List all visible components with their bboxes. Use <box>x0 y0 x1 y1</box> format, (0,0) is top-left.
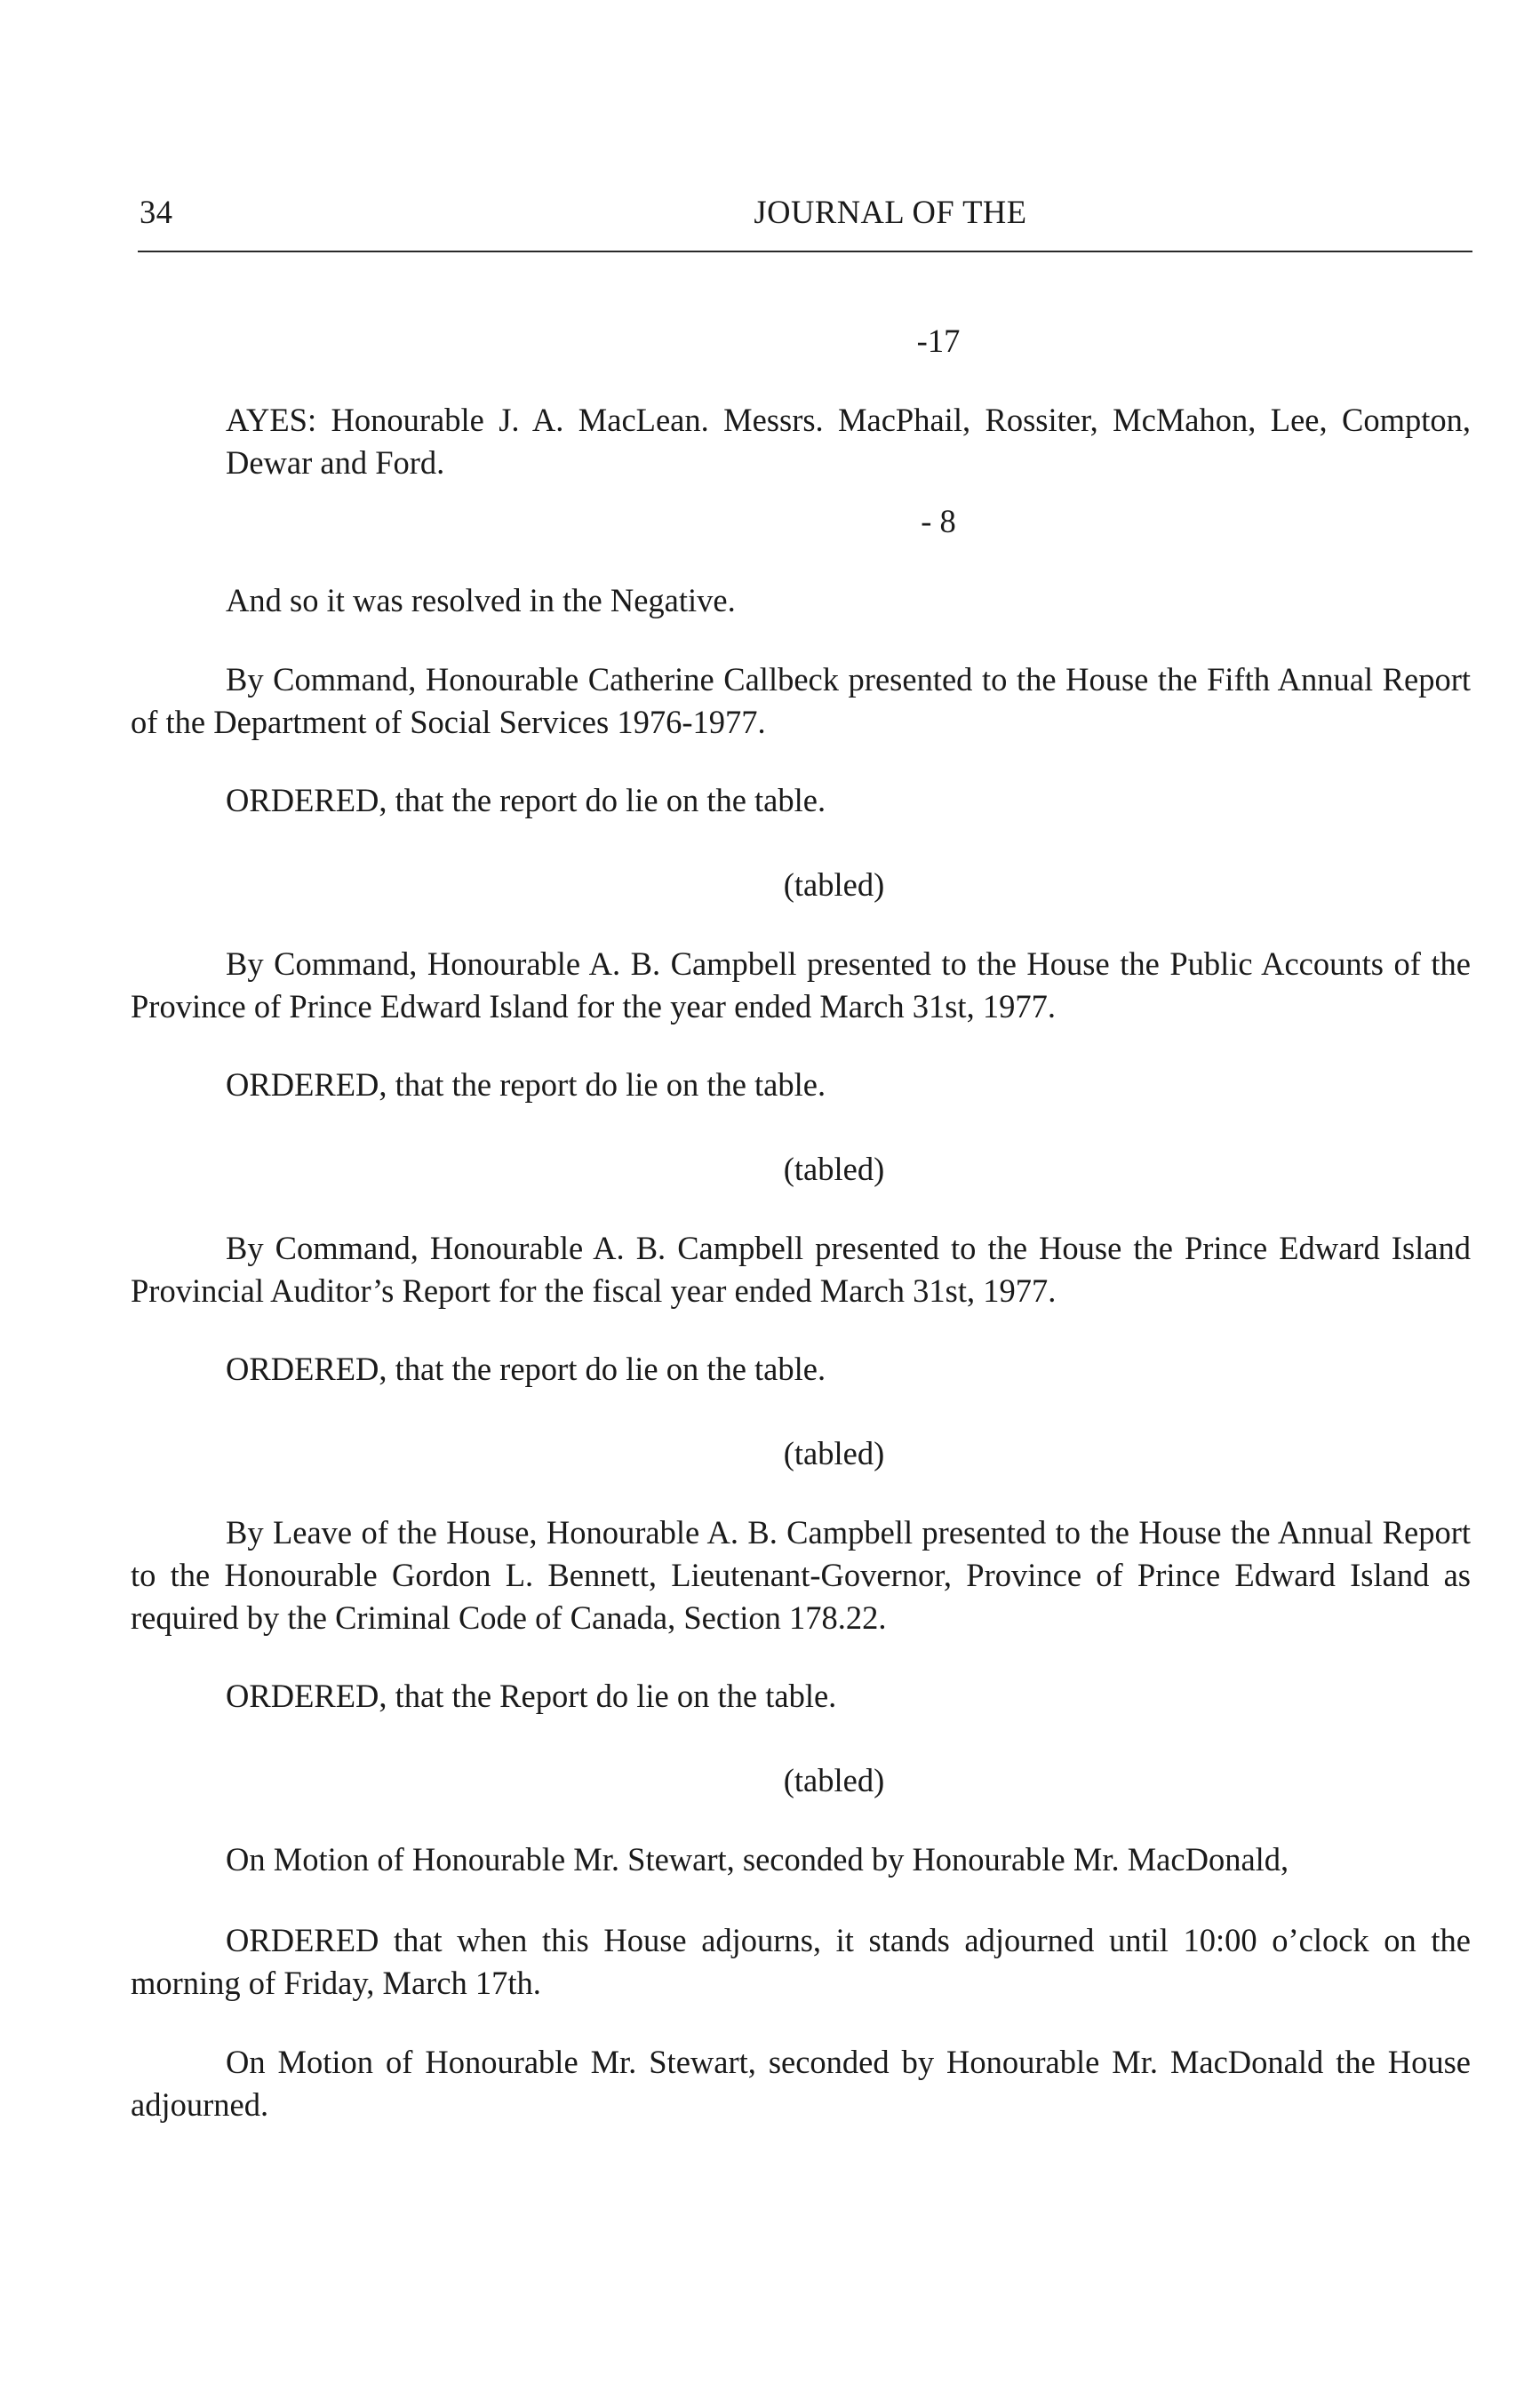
paragraph-criminal-code-report: By Leave of the House, Honourable A. B. Campbell presented to the House the Annual Report to the Honourable Gordon L. Bennett, Lieutenant-Governor, Province of Prince Edward Island as required by the Criminal Code of Canada, Section 178.22. <box>131 1514 1471 1636</box>
header-rule <box>138 251 1472 252</box>
motion-adjournment-time: On Motion of Honourable Mr. Stewart, seconded by Honourable Mr. MacDonald, <box>226 1841 1289 1878</box>
paragraph-public-accounts: By Command, Honourable A. B. Campbell presented to the House the Public Accounts of the Province of Prince Edward Island for the year ended March 31st, 1977. <box>131 945 1471 1025</box>
page-header <box>140 191 1472 235</box>
tabled-note: (tabled) <box>783 1151 885 1187</box>
paragraph-auditors-report: By Command, Honourable A. B. Campbell presented to the House the Prince Edward Island Provincial Auditor’s Report for the fiscal year ended March 31st, 1977. <box>131 1230 1471 1309</box>
ordered-lie-on-table: ORDERED, that the report do lie on the table. <box>226 1066 826 1103</box>
ayes-list: AYES: Honourable J. A. MacLean. Messrs. MacPhail, Rossiter, McMahon, Lee, Compton, Dewar and Ford. <box>226 402 1471 481</box>
tabled-note: (tabled) <box>783 1435 885 1471</box>
resolution-statement: And so it was resolved in the Negative. <box>226 582 736 618</box>
ordered-lie-on-table: ORDERED, that the report do lie on the table. <box>226 1351 826 1387</box>
page-number: 34 <box>140 194 173 230</box>
tabled-note: (tabled) <box>783 1762 885 1798</box>
ordered-adjournment: ORDERED that when this House adjourns, it stands adjourned until 10:00 o’clock on the morning of Friday, March 17th. <box>131 1922 1471 2001</box>
ordered-lie-on-table: ORDERED, that the Report do lie on the table. <box>226 1678 837 1714</box>
vote-count-ayes: - 8 <box>921 503 956 539</box>
tabled-note: (tabled) <box>783 866 885 903</box>
vote-count-nays: -17 <box>916 323 961 359</box>
running-title: JOURNAL OF THE <box>754 194 1027 230</box>
paragraph-social-services-report: By Command, Honourable Catherine Callbeck presented to the House the Fifth Annual Report of the Department of Social Services 1976-1977. <box>131 661 1471 740</box>
motion-house-adjourned: On Motion of Honourable Mr. Stewart, seconded by Honourable Mr. MacDonald the House adjourned. <box>131 2044 1471 2123</box>
ordered-lie-on-table: ORDERED, that the report do lie on the table. <box>226 782 826 818</box>
